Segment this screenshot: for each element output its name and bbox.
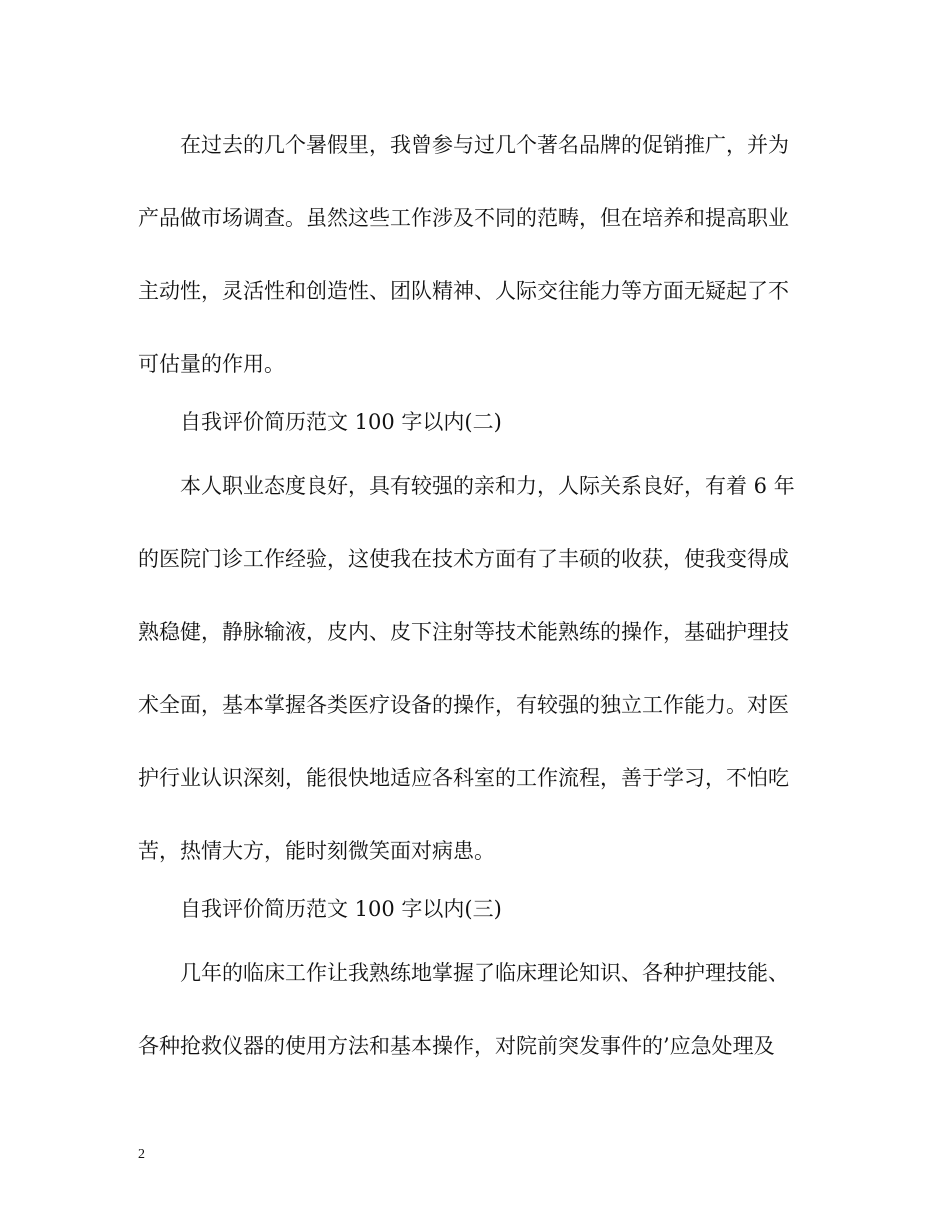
section-heading: 自我评价简历范文 100 字以内(三)	[180, 897, 502, 921]
text-line: 产品做市场调查。虽然这些工作涉及不同的范畴，但在培养和提高职业	[138, 206, 789, 230]
text-line: 苦，热情大方，能时刻微笑面对病患。	[138, 839, 495, 863]
text-line: 护行业认识深刻，能很快地适应各科室的工作流程，善于学习，不怕吃	[138, 766, 789, 790]
text-line: 术全面，基本掌握各类医疗设备的操作，有较强的独立工作能力。对医	[138, 693, 789, 717]
section-heading: 自我评价简历范文 100 字以内(二)	[180, 410, 502, 434]
text-line: 本人职业态度良好，具有较强的亲和力，人际关系良好，有着 6 年	[180, 474, 795, 498]
text-line: 各种抢救仪器的使用方法和基本操作，对院前突发事件的’应急处理及	[138, 1034, 775, 1058]
page-number: 2	[138, 1147, 145, 1162]
text-line: 在过去的几个暑假里，我曾参与过几个著名品牌的促销推广，并为	[180, 133, 789, 157]
text-line: 可估量的作用。	[138, 352, 285, 376]
text-line: 主动性，灵活性和创造性、团队精神、人际交往能力等方面无疑起了不	[138, 279, 789, 303]
text-line: 几年的临床工作让我熟练地掌握了临床理论知识、各种护理技能、	[180, 961, 789, 985]
text-line: 的医院门诊工作经验，这使我在技术方面有了丰硕的收获，使我变得成	[138, 547, 789, 571]
text-line: 熟稳健，静脉输液，皮内、皮下注射等技术能熟练的操作，基础护理技	[138, 620, 789, 644]
